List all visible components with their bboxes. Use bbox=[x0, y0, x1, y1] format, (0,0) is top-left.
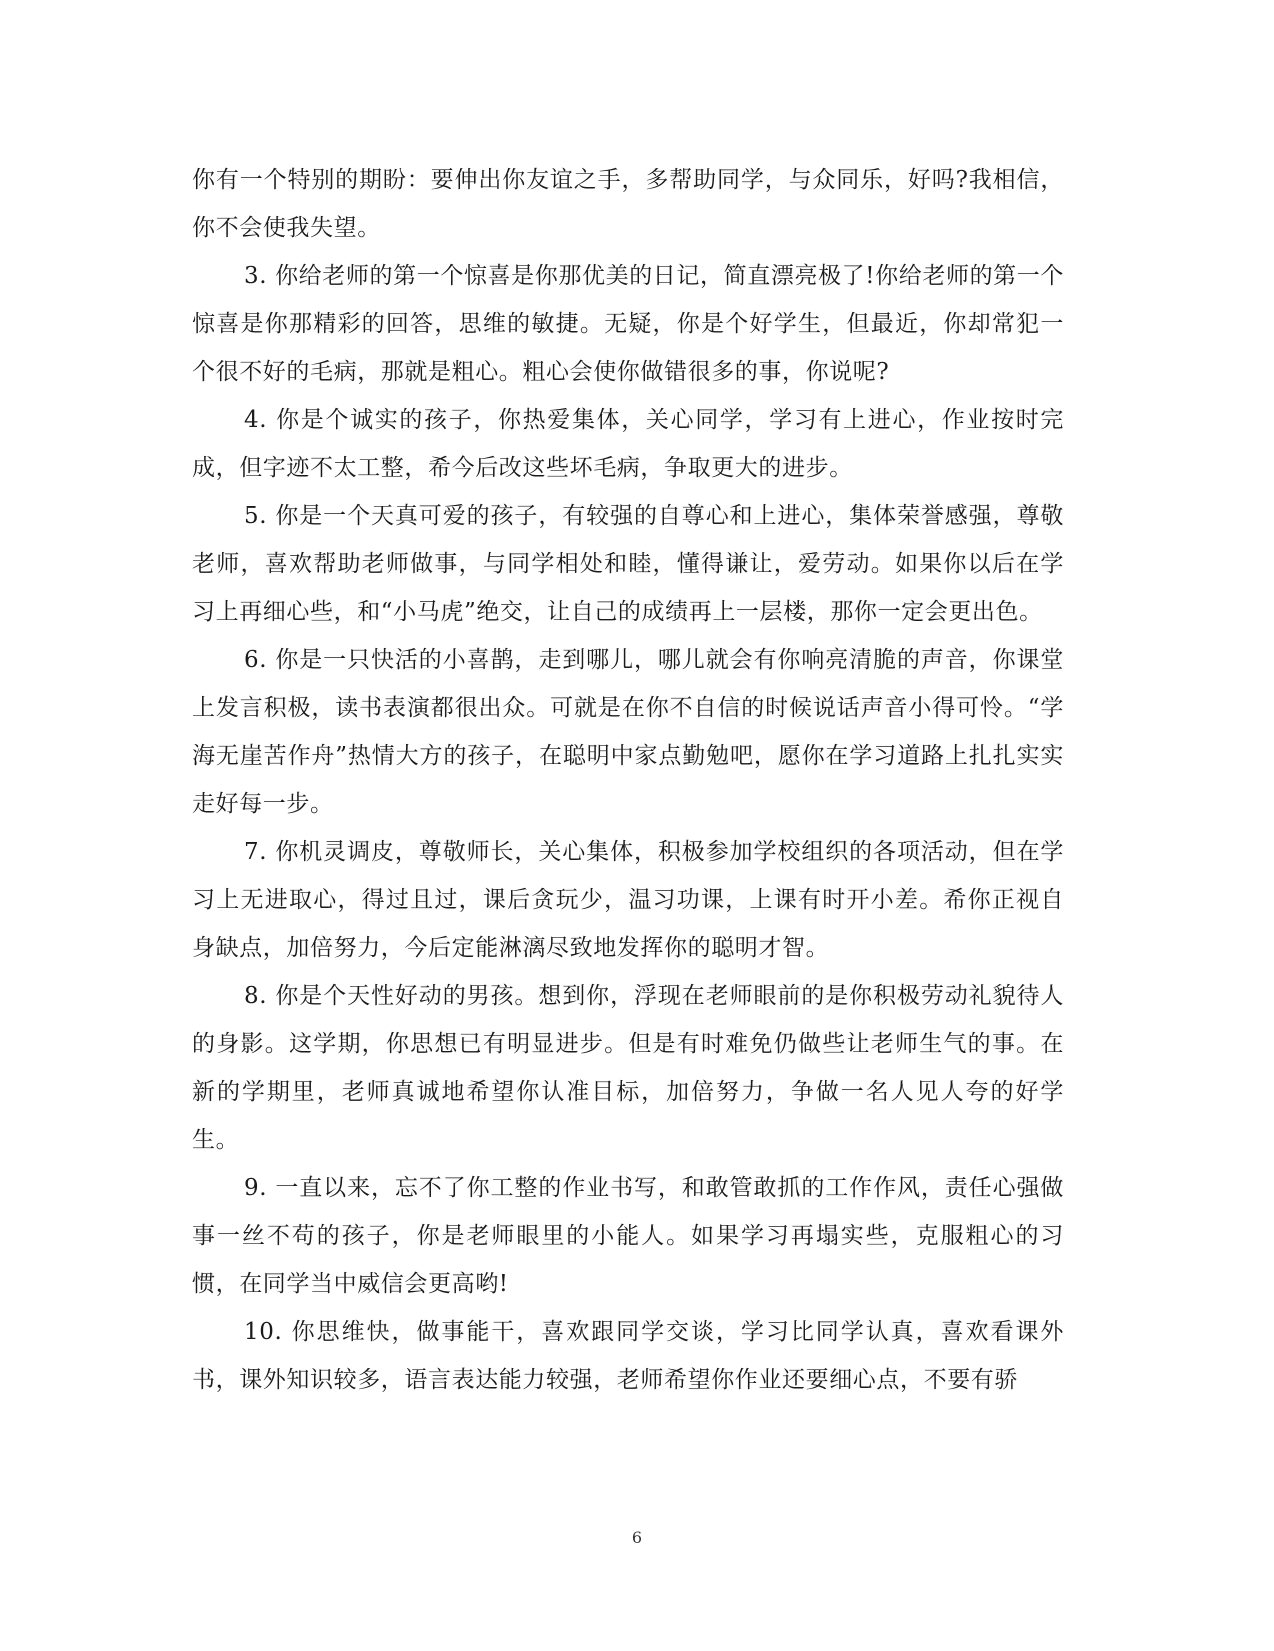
paragraph-4: 4. 你是个诚实的孩子，你热爱集体，关心同学，学习有上进心，作业按时完成，但字迹不太工整，希今后改这些坏毛病，争取更大的进步。 bbox=[192, 407, 1064, 481]
document-body bbox=[192, 156, 1064, 1404]
paragraph-8: 8. 你是个天性好动的男孩。想到你，浮现在老师眼前的是你积极劳动礼貌待人的身影。这学期，你思想已有明显进步。但是有时难免仍做些让老师生气的事。在新的学期里，老师真诚地希望你认准目标，加倍努力，争做一名人见人夸的好学生。 bbox=[192, 983, 1064, 1153]
paragraph-continuation: 你有一个特别的期盼：要伸出你友谊之手，多帮助同学，与众同乐，好吗?我相信，你不会使我失望。 bbox=[192, 167, 1064, 241]
paragraph-10: 10. 你思维快，做事能干，喜欢跟同学交谈，学习比同学认真，喜欢看课外书，课外知识较多，语言表达能力较强，老师希望你作业还要细心点，不要有骄 bbox=[192, 1319, 1064, 1393]
paragraph-3: 3. 你给老师的第一个惊喜是你那优美的日记，简直漂亮极了!你给老师的第一个惊喜是你那精彩的回答，思维的敏捷。无疑，你是个好学生，但最近，你却常犯一个很不好的毛病，那就是粗心。粗心会使你做错很多的事，你说呢? bbox=[192, 263, 1064, 385]
paragraph-5: 5. 你是一个天真可爱的孩子，有较强的自尊心和上进心，集体荣誉感强，尊敬老师，喜欢帮助老师做事，与同学相处和睦，懂得谦让，爱劳动。如果你以后在学习上再细心些，和“小马虎”绝交，让自己的成绩再上一层楼，那你一定会更出色。 bbox=[192, 503, 1064, 625]
paragraph-6: 6. 你是一只快活的小喜鹊，走到哪儿，哪儿就会有你响亮清脆的声音，你课堂上发言积极，读书表演都很出众。可就是在你不自信的时候说话声音小得可怜。“学海无崖苦作舟”热情大方的孩子，在聪明中家点勤勉吧，愿你在学习道路上扎扎实实走好每一步。 bbox=[192, 647, 1064, 817]
paragraph-9: 9. 一直以来，忘不了你工整的作业书写，和敢管敢抓的工作作风，责任心强做事一丝不苟的孩子，你是老师眼里的小能人。如果学习再塌实些，克服粗心的习惯，在同学当中威信会更高哟! bbox=[192, 1175, 1064, 1297]
paragraph-7: 7. 你机灵调皮，尊敬师长，关心集体，积极参加学校组织的各项活动，但在学习上无进取心，得过且过，课后贪玩少，温习功课，上课有时开小差。希你正视自身缺点，加倍努力，今后定能淋漓尽致地发挥你的聪明才智。 bbox=[192, 839, 1064, 961]
page-number: 6 bbox=[631, 1528, 643, 1547]
